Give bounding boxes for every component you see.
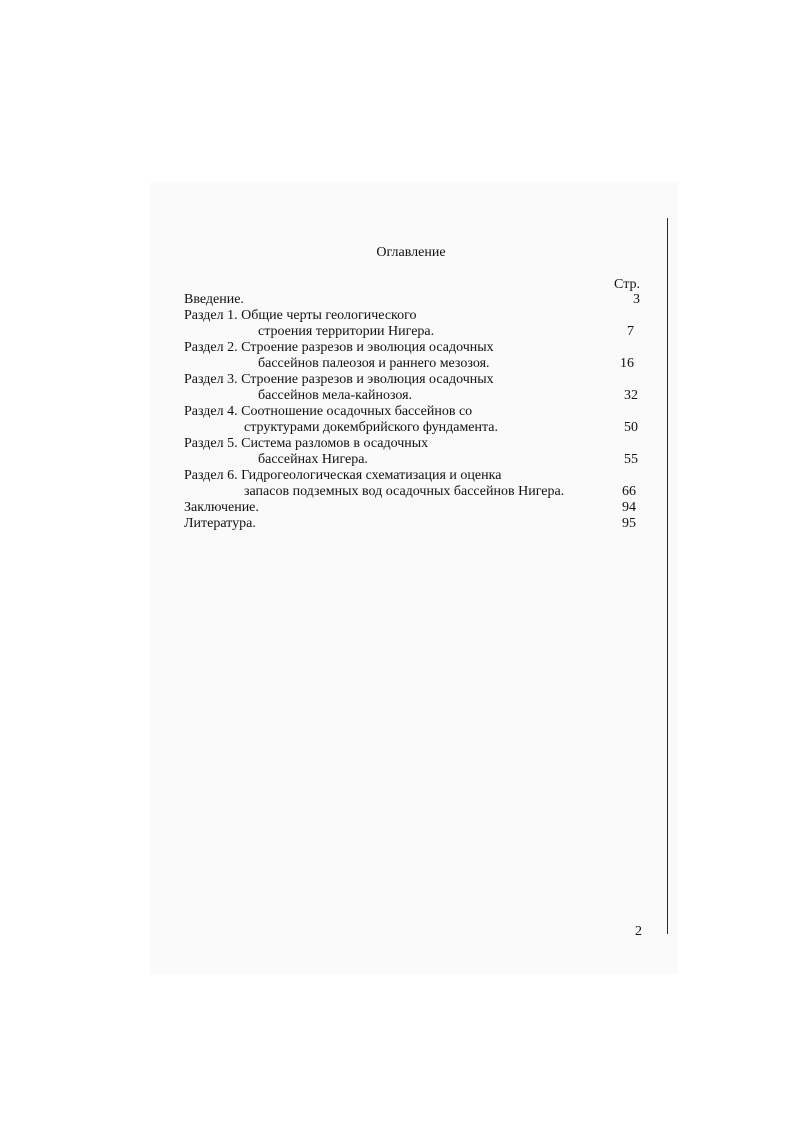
toc-entry-section-4 [184, 404, 640, 420]
toc-entry-section-2 [184, 340, 640, 356]
toc-entry-section-6 [184, 468, 640, 484]
toc-entry-continuation: бассейнах Нигера. [258, 452, 368, 467]
toc-entry-page: 50 [624, 420, 638, 435]
toc-entry-continuation: бассейнов мела-кайнозоя. [258, 388, 413, 403]
toc-entry-page: 95 [622, 516, 636, 531]
toc-entry-page: 66 [622, 484, 636, 499]
page-edge-line [667, 218, 668, 934]
page-number: 2 [635, 924, 642, 939]
toc-entry-page: 55 [624, 452, 638, 467]
toc-entry-label: Раздел 2. Строение разрезов и эволюция осадочных [184, 340, 494, 355]
toc-entry-introduction [184, 292, 640, 308]
toc-entry-label: Заключение. [184, 500, 259, 515]
toc-entry-continuation: строения территории Нигера. [258, 324, 435, 339]
toc-title: Оглавление [376, 245, 446, 260]
toc-entry-section-3 [184, 372, 640, 388]
toc-entry-section-5 [184, 436, 640, 452]
toc-entry-label: Раздел 4. Соотношение осадочных бассейнов со [184, 404, 473, 419]
toc-entry-label: Раздел 5. Система разломов в осадочных [184, 436, 429, 451]
toc-entry-section-5-continuation [184, 452, 640, 468]
toc-entry-label: Раздел 6. Гидрогеологическая схематизация и оценка [184, 468, 502, 483]
toc-entry-page: 32 [624, 388, 638, 403]
toc-entry-page: 7 [627, 324, 634, 339]
toc-entry-literature [184, 516, 640, 532]
toc-entry-label: Раздел 3. Строение разрезов и эволюция осадочных [184, 372, 494, 387]
pages-column-heading: Стр. [614, 277, 640, 292]
toc-entry-section-1 [184, 308, 640, 324]
toc-entry-label: Введение. [184, 292, 244, 307]
toc-entry-section-6-continuation [184, 484, 640, 500]
toc-entry-section-2-continuation [184, 356, 640, 372]
toc-entry-section-3-continuation [184, 388, 640, 404]
toc-entry-conclusion [184, 500, 640, 516]
toc-entry-label: Раздел 1. Общие черты геологического [184, 308, 417, 323]
table-of-contents [184, 292, 640, 532]
toc-entry-continuation: запасов подземных вод осадочных бассейнов Нигера. [244, 484, 565, 499]
toc-entry-page: 3 [633, 292, 640, 307]
toc-entry-continuation: бассейнов палеозоя и раннего мезозоя. [258, 356, 490, 371]
toc-entry-page: 94 [622, 500, 636, 515]
toc-entry-label: Литература. [184, 516, 256, 531]
toc-entry-continuation: структурами докембрийского фундамента. [244, 420, 499, 435]
toc-entry-section-4-continuation [184, 420, 640, 436]
toc-entry-page: 16 [620, 356, 634, 371]
toc-entry-section-1-continuation [184, 324, 640, 340]
